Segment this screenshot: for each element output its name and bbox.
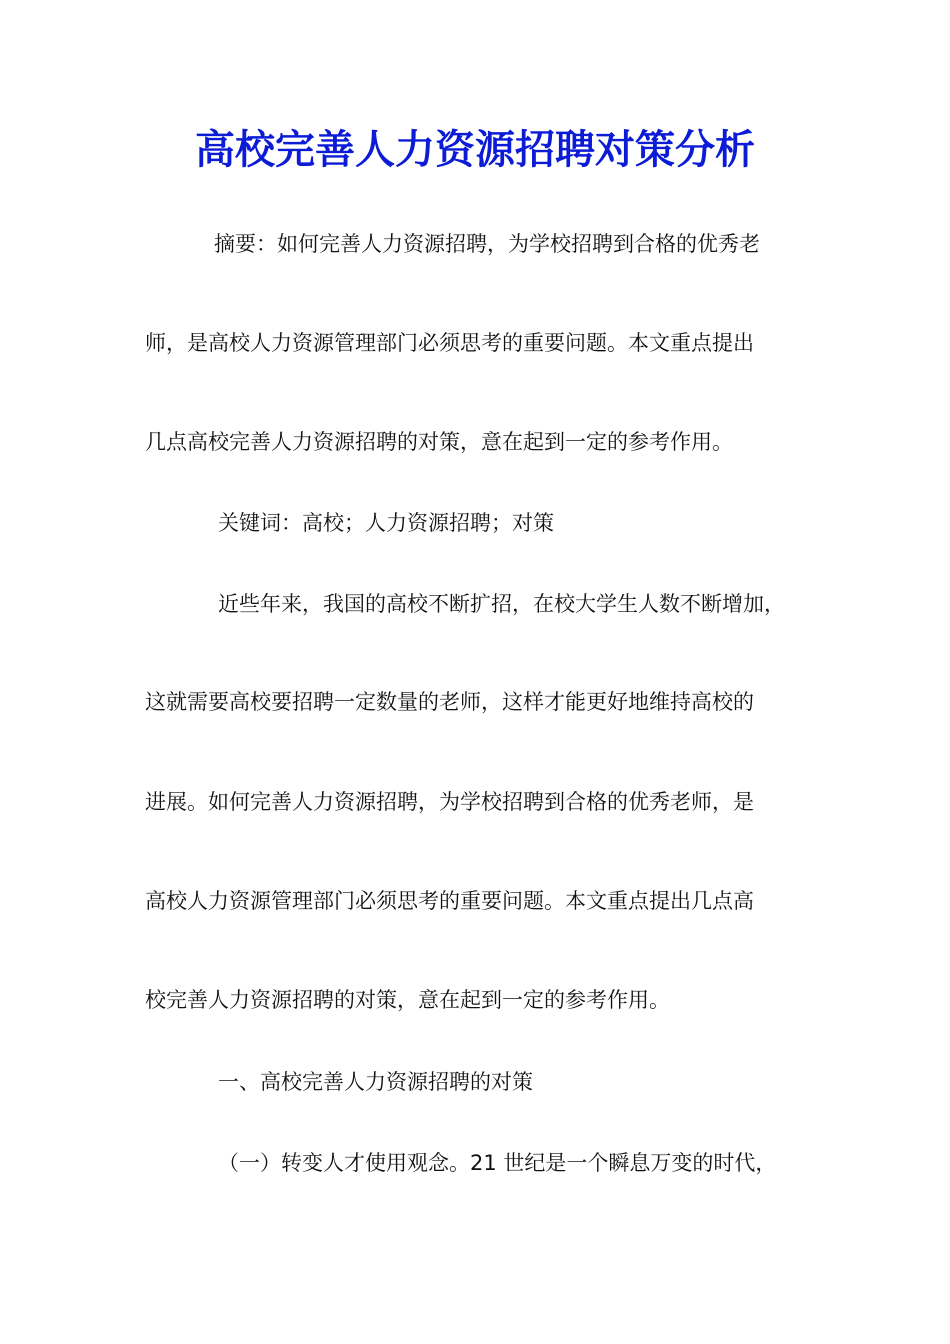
body-line-3: 进展。如何完善人力资源招聘，为学校招聘到合格的优秀老师，是 [145,790,754,814]
keywords-line: 关键词：高校；人力资源招聘；对策 [218,511,554,535]
section-heading: 一、高校完善人力资源招聘的对策 [218,1070,533,1094]
abstract-line-2: 师，是高校人力资源管理部门必须思考的重要问题。本文重点提出 [145,331,754,355]
body-line-4: 高校人力资源管理部门必须思考的重要问题。本文重点提出几点高 [145,889,754,913]
subsection-line-1: （一）转变人才使用观念。21 世纪是一个瞬息万变的时代， [218,1151,777,1175]
abstract-line-1: 摘要：如何完善人力资源招聘，为学校招聘到合格的优秀老 [214,232,760,256]
document-title: 高校完善人力资源招聘对策分析 [195,126,755,173]
body-line-2: 这就需要高校要招聘一定数量的老师，这样才能更好地维持高校的 [145,690,754,714]
body-line-5: 校完善人力资源招聘的对策，意在起到一定的参考作用。 [145,988,670,1012]
body-line-1: 近些年来，我国的高校不断扩招，在校大学生人数不断增加， [218,592,785,616]
abstract-line-3: 几点高校完善人力资源招聘的对策，意在起到一定的参考作用。 [145,430,733,454]
